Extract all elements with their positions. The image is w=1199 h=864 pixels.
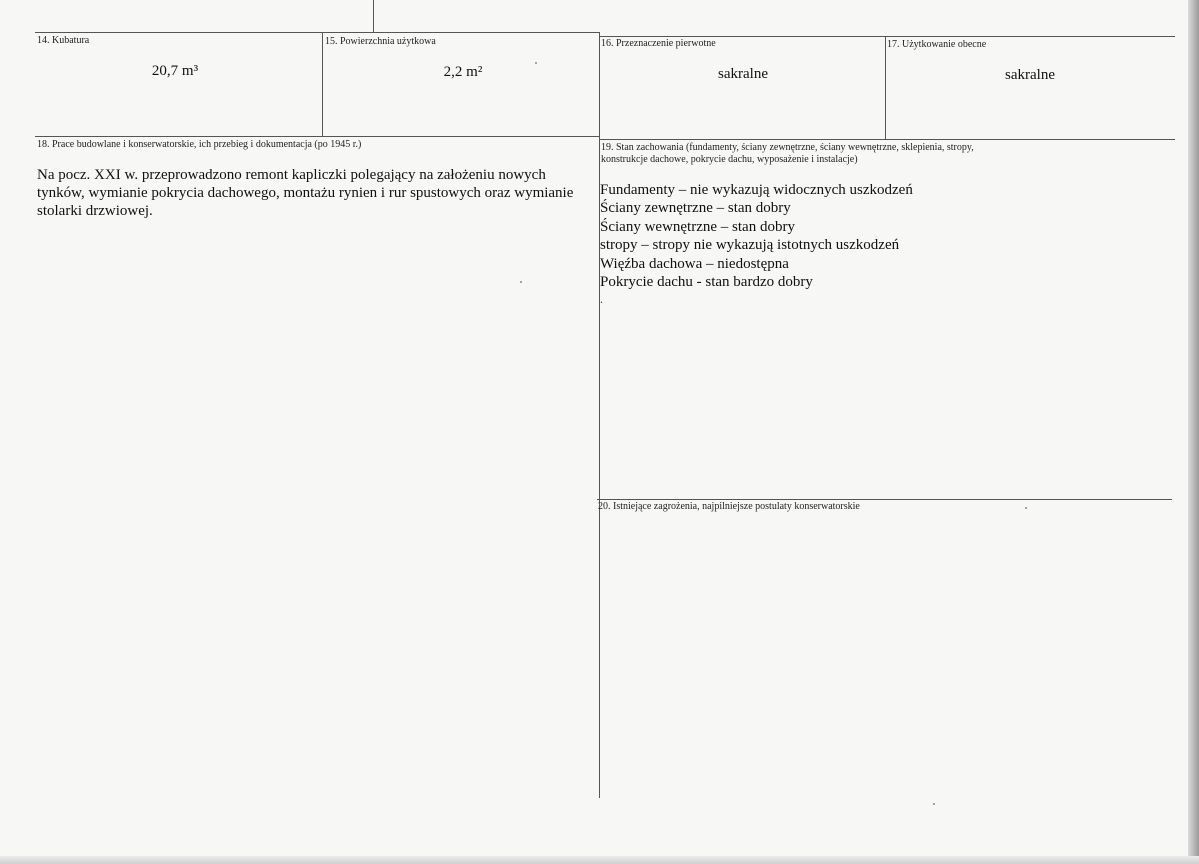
field18-text-line-2: tynków, wymianie pokrycia dachowego, montażu rynien i rur spustowych oraz wymianie xyxy=(37,185,574,201)
field17-value: sakralne xyxy=(1005,67,1055,83)
scan-speck xyxy=(933,803,935,805)
condition-item: Ściany zewnętrzne – stan dobry xyxy=(600,200,791,217)
field18-text xyxy=(37,166,597,220)
field19-label-line-1: 19. Stan zachowania (fundamenty, ściany zewnętrzne, ściany wewnętrzne, sklepienia, stropy, xyxy=(601,142,974,153)
condition-item: stropy – stropy nie wykazują istotnych uszkodzeń xyxy=(600,237,900,254)
field16-value: sakralne xyxy=(718,66,768,82)
field19-label-line-2: konstrukcje dachowe, pokrycie dachu, wyposażenie i instalacje) xyxy=(601,154,858,165)
condition-item: Ściany wewnętrzne – stan dobry xyxy=(600,218,795,235)
field16-label: 16. Przeznaczenie pierwotne xyxy=(601,38,716,49)
scan-speck xyxy=(1025,507,1027,509)
col-divider-16-17 xyxy=(885,36,886,140)
field19-trailing-mark: . xyxy=(600,292,603,306)
field18-label: 18. Prace budowlane i konserwatorskie, ich przebieg i dokumentacja (po 1945 r.) xyxy=(37,139,362,150)
condition-list xyxy=(600,181,913,291)
condition-item: Pokrycie dachu - stan bardzo dobry xyxy=(600,274,813,291)
col-divider-14-15 xyxy=(322,33,323,136)
row1-top-line-left xyxy=(35,32,600,33)
row2-top-line-right xyxy=(600,139,1175,140)
field15-label: 15. Powierzchnia użytkowa xyxy=(325,36,436,47)
field15-value: 2,2 m² xyxy=(443,64,483,80)
field14-value: 20,7 m³ xyxy=(151,63,199,79)
field20-label: 20. Istniejące zagrożenia, najpilniejsze postulaty konserwatorskie xyxy=(598,501,860,512)
field14-label: 14. Kubatura xyxy=(37,35,90,46)
row2-top-line-left xyxy=(35,136,600,137)
scan-speck xyxy=(520,281,522,283)
top-divider-line xyxy=(373,0,374,33)
field18-text-line-1: Na pocz. XXI w. przeprowadzono remont kapliczki polegający na założeniu nowych xyxy=(37,167,546,183)
field20-top-line xyxy=(597,499,1172,500)
scan-edge-right xyxy=(1188,0,1199,864)
row1-top-line-right xyxy=(600,36,1175,37)
field17-label: 17. Użytkowanie obecne xyxy=(887,39,987,50)
col-divider-15-16 xyxy=(599,33,600,798)
condition-item: Więźba dachowa – niedostępna xyxy=(600,255,789,272)
field18-text-line-3: stolarki drzwiowej. xyxy=(37,203,153,219)
scan-edge-bottom xyxy=(0,856,1199,864)
condition-item: Fundamenty – nie wykazują widocznych uszkodzeń xyxy=(600,182,913,198)
scan-speck xyxy=(535,62,537,64)
